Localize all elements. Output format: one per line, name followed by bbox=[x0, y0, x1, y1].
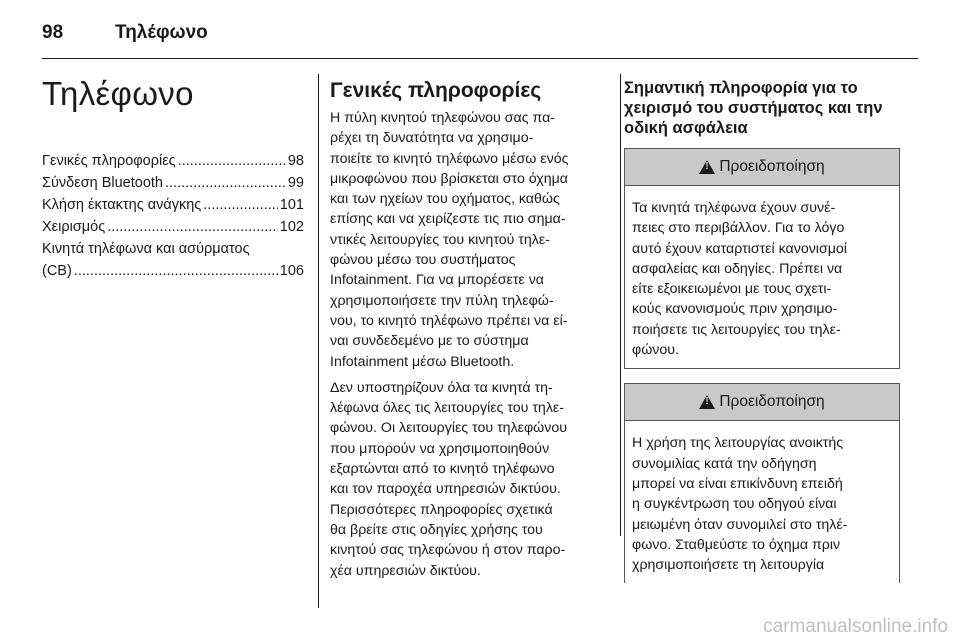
warning-triangle-icon bbox=[699, 160, 715, 174]
important-heading: Σημαντική πληροφορία για το χειρισμό του συστήματος και την οδική ασφάλεια bbox=[624, 79, 883, 137]
warning-label: Προειδοποίηση bbox=[719, 393, 825, 411]
paragraph-1: Η πύλη κινητού τηλεφώνου σας πα- ρέχει τη δυνατότητα να χρησιμο- ποιείτε το κινητό τηλέφωνο μέσω ενός μικροφώνου που βρίσκεται στο όχημα και των ηχείων του οχήματος, καθώς επίσης και να χειρίζεστε τις πιο σημα- ντικές λειτουργίες του κινητού τηλε- φώνου μέσω του συστήματος Infotainment. Για να μπορέσετε να χρησιμοποιήσετε την πύλη τηλεφώ- νου, το κινητό τηλέφωνο πρέπει να εί- ναι συνδεδεμένο με το σύστημα Infotainment μέσω Bluetooth. bbox=[330, 110, 569, 370]
warning-header bbox=[625, 384, 899, 421]
toc-item-operation[interactable]: Χειρισμός ..... 102 bbox=[42, 216, 304, 238]
column-divider bbox=[620, 74, 621, 536]
toc-item-bluetooth[interactable]: Σύνδεση Bluetooth ..... 99 bbox=[42, 172, 304, 194]
toc-item-general[interactable]: Γενικές πληροφορίες ..... 98 bbox=[42, 150, 304, 172]
header-rule bbox=[42, 58, 918, 59]
page-header bbox=[42, 14, 918, 54]
warning-box bbox=[624, 148, 900, 369]
chapter-title: Τηλέφωνο bbox=[42, 75, 194, 112]
page-number: 98 bbox=[42, 22, 64, 43]
running-title: Τηλέφωνο bbox=[115, 22, 208, 43]
warning-header bbox=[625, 149, 899, 186]
paragraph-2: Δεν υποστηρίζουν όλα τα κινητά τη- λέφωνα όλες τις λειτουργίες του τηλε- φώνου. Οι λειτουργίες του τηλεφώνου που μπορούν να χρησιμοποιηθούν εξαρτώνται από το κινητό τηλέφωνο και τον παροχέα υπηρεσιών δικτύου. Περισσότερες πληροφορίες σχετικά θα βρείτε στις οδηγίες χρήσης του κινητού σας τηλεφώνου ή στον παρο- χέα υπηρεσιών δικτύου. bbox=[330, 379, 568, 579]
warning-label: Προειδοποίηση bbox=[719, 158, 825, 175]
warning-text: Η χρήση της λειτουργίας ανοικτής συνομιλίας κατά την οδήγηση μπορεί να είναι επικίνδυνη επειδή η συγκέντρωση του οδηγού είναι μειωμένη όταν συνομιλεί στο τηλέ- φωνο. Σταθμεύστε το όχημα πριν χρησιμοποιήσετε τη λειτουργία bbox=[632, 435, 848, 574]
warning-box bbox=[624, 383, 900, 583]
important-info-column bbox=[624, 78, 900, 583]
toc-item-mobile-cb[interactable]: Κινητά τηλέφωνα και ασύρματος (CB) ..... 106 bbox=[42, 238, 304, 282]
warning-triangle-icon bbox=[699, 395, 715, 409]
general-info-column bbox=[330, 78, 606, 587]
table-of-contents bbox=[42, 150, 304, 282]
watermark: carmanualsonline.info bbox=[763, 616, 948, 637]
chapter-column bbox=[42, 74, 304, 282]
column-divider bbox=[318, 74, 319, 608]
toc-item-emergency-call[interactable]: Κλήση έκτακτης ανάγκης ..... 101 bbox=[42, 194, 304, 216]
warning-text: Τα κινητά τηλέφωνα έχουν συνέ- πειες στο περιβάλλον. Για το λόγο αυτό έχουν καταρτιστεί κανονισμοί ασφαλείας και οδηγίες. Πρέπει να είτε εξοικειωμένοι με τους σχετι- κούς κανονισμούς πριν χρησιμο- ποιήσετε τις λειτουργίες του τηλε- φώνου. bbox=[632, 200, 847, 359]
section-heading: Γενικές πληροφορίες bbox=[330, 79, 542, 102]
